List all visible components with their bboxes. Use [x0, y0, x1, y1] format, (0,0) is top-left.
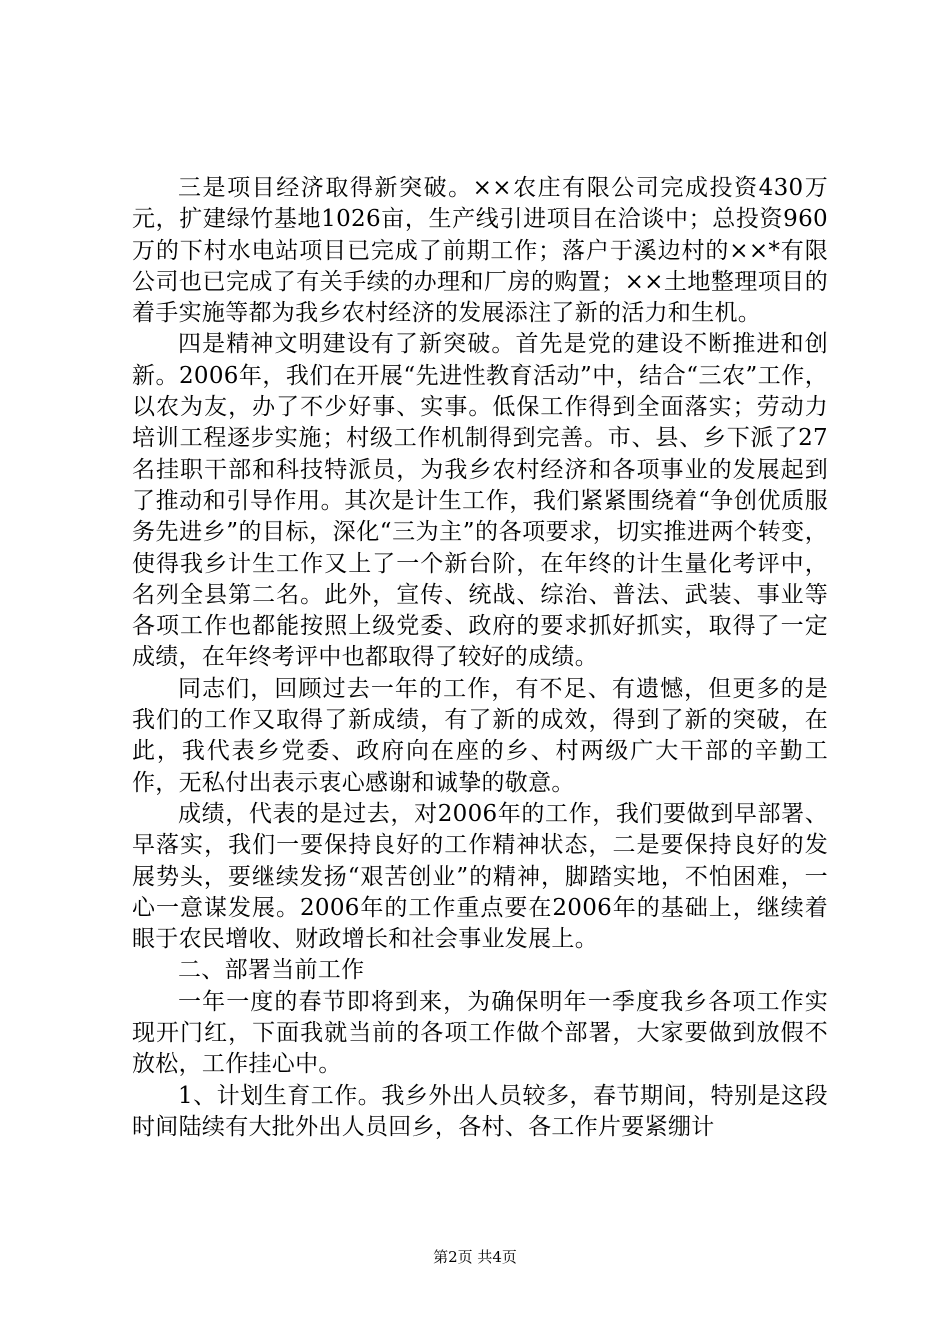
paragraph-spring-festival: 一年一度的春节即将到来，为确保明年一季度我乡各项工作实现开门红，下面我就当前的各项工作做个部署，大家要做到放假不放松，工作挂心中。: [132, 988, 828, 1078]
paragraph-spiritual-civilization: 四是精神文明建设有了新突破。首先是党的建设不断推进和创新。2006年，我们在开展“先进性教育活动”中，结合“三农”工作，以农为友，办了不少好事、实事。低保工作得到全面落实；劳动力培训工程逐步实施；村级工作机制得到完善。市、县、乡下派了27名挂职干部和科技特派员，为我乡农村经济和各项事业的发展起到了推动和引导作用。其次是计生工作，我们紧紧围绕着“争创优质服务先进乡”的目标，深化“三为主”的各项要求，切实推进两个转变，使得我乡计生工作又上了一个新台阶，在年终的计生量化考评中，名列全县第二名。此外，宣传、统战、综治、普法、武装、事业等各项工作也都能按照上级党委、政府的要求抓好抓实，取得了一定成绩，在年终考评中也都取得了较好的成绩。: [132, 331, 828, 671]
paragraph-review-thanks: 同志们，回顾过去一年的工作，有不足、有遗憾，但更多的是我们的工作又取得了新成绩，有了新的成效，得到了新的突破，在此，我代表乡党委、政府向在座的乡、村两级广大干部的辛勤工作，无私付出表示衷心感谢和诚挚的敬意。: [132, 675, 828, 796]
page-footer: [0, 1247, 950, 1267]
section-heading-current-work: 二、部署当前工作: [178, 957, 365, 984]
document-body: [132, 173, 828, 1143]
paragraph-family-planning: 1、计划生育工作。我乡外出人员较多，春节期间，特别是这段时间陆续有大批外出人员回乡，各村、各工作片要紧绷计: [132, 1082, 828, 1140]
paragraph-project-economy: 三是项目经济取得新突破。××农庄有限公司完成投资430万元，扩建绿竹基地1026亩，生产线引进项目在洽谈中；总投资960万的下村水电站项目已完成了前期工作；落户于溪边村的××*有限公司也已完成了有关手续的办理和厂房的购置；××土地整理项目的着手实施等都为我乡农村经济的发展添注了新的活力和生机。: [132, 175, 828, 327]
paragraph-achievements: 成绩，代表的是过去，对2006年的工作，我们要做到早部署、早落实，我们一要保持良好的工作精神状态，二是要保持良好的发展势头，要继续发扬“艰苦创业”的精神，脚踏实地，不怕困难，一心一意谋发展。2006年的工作重点要在2006年的基础上，继续着眼于农民增收、财政增长和社会事业发展上。: [132, 800, 828, 953]
page-number-label: 第2页 共4页: [433, 1248, 517, 1266]
